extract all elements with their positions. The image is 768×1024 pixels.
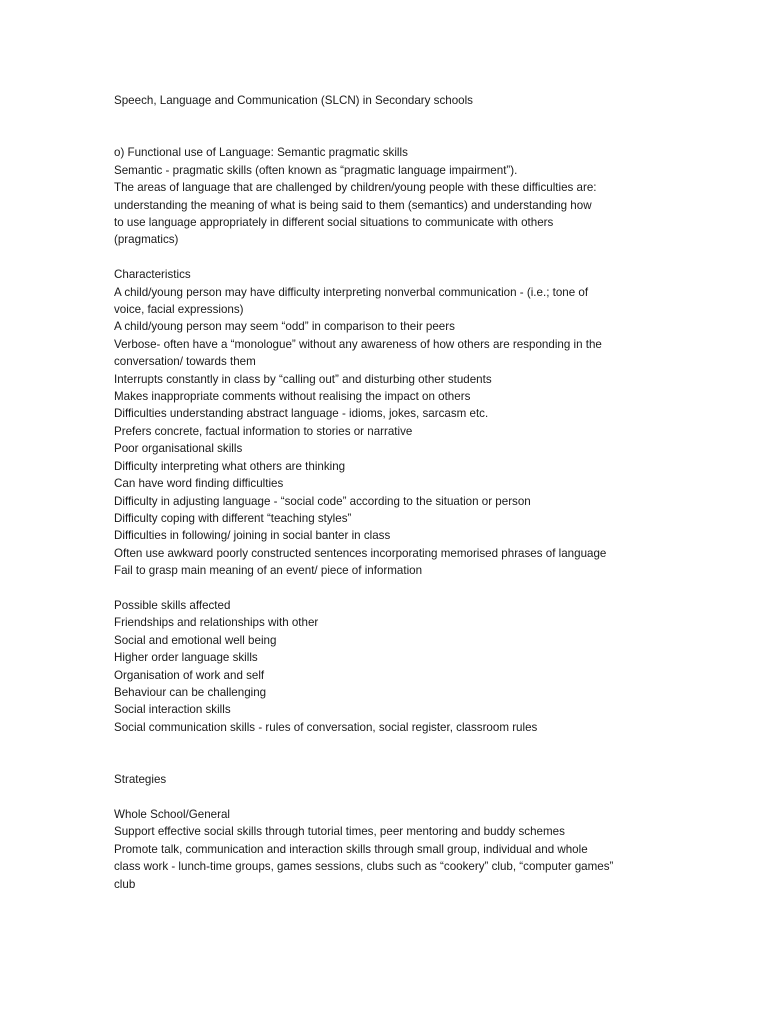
characteristic-line: Verbose- often have a “monologue” without any awareness of how others are responding in the (114, 337, 602, 351)
strategy-line: club (114, 877, 136, 891)
strategy-line: class work - lunch-time groups, games sessions, clubs such as “cookery” club, “computer games” (114, 860, 614, 874)
skill-line: Organisation of work and self (114, 668, 265, 682)
characteristic-line: Fail to grasp main meaning of an event/ piece of information (114, 564, 423, 578)
strategies-subheading: Whole School/General (114, 807, 230, 821)
skill-line: Higher order language skills (114, 651, 258, 665)
characteristics-heading: Characteristics (114, 268, 191, 282)
spacer (114, 249, 659, 266)
strategies-heading: Strategies (114, 773, 167, 787)
document-page (114, 92, 659, 893)
characteristic-line: Poor organisational skills (114, 442, 243, 456)
document-title: Speech, Language and Communication (SLCN) in Secondary schools (114, 94, 473, 107)
strategy-line: Promote talk, communication and interaction skills through small group, individual and whole (114, 842, 588, 856)
characteristic-line: Prefers concrete, factual information to stories or narrative (114, 424, 413, 438)
characteristic-line: conversation/ towards them (114, 355, 256, 369)
characteristic-line: Difficulties understanding abstract language - idioms, jokes, sarcasm etc. (114, 407, 489, 421)
characteristic-line: Makes inappropriate comments without realising the impact on others (114, 390, 471, 404)
skills-affected-heading: Possible skills affected (114, 598, 231, 612)
spacer (114, 109, 659, 144)
skill-line: Social and emotional well being (114, 633, 277, 647)
skill-line: Friendships and relationships with other (114, 616, 319, 630)
characteristic-line: Often use awkward poorly constructed sentences incorporating memorised phrases of language (114, 546, 607, 560)
characteristic-line: Can have word finding difficulties (114, 477, 284, 491)
spacer (114, 789, 659, 806)
skill-line: Behaviour can be challenging (114, 685, 267, 699)
intro-line: Semantic - pragmatic skills (often known as “pragmatic language impairment”). (114, 163, 518, 177)
skill-line: Social communication skills - rules of conversation, social register, classroom rules (114, 720, 538, 734)
characteristic-line: Difficulty in adjusting language - “social code” according to the situation or person (114, 494, 531, 508)
characteristic-line: A child/young person may have difficulty interpreting nonverbal communication - (i.e.; tone of (114, 285, 589, 299)
spacer (114, 736, 659, 771)
skill-line: Social interaction skills (114, 703, 231, 717)
intro-line: The areas of language that are challenged by children/young people with these difficulties are: (114, 181, 597, 195)
strategy-line: Support effective social skills through tutorial times, peer mentoring and buddy schemes (114, 825, 565, 839)
characteristic-line: Difficulty interpreting what others are thinking (114, 459, 346, 473)
characteristic-line: voice, facial expressions) (114, 303, 244, 317)
spacer (114, 580, 659, 597)
section-heading: o) Functional use of Language: Semantic pragmatic skills (114, 146, 408, 160)
characteristic-line: Difficulties in following/ joining in social banter in class (114, 529, 391, 543)
intro-line: understanding the meaning of what is being said to them (semantics) and understanding how (114, 198, 592, 212)
intro-line: to use language appropriately in different social situations to communicate with others (114, 216, 554, 230)
characteristic-line: Difficulty coping with different “teaching styles” (114, 511, 352, 525)
characteristic-line: Interrupts constantly in class by “calling out” and disturbing other students (114, 372, 492, 386)
characteristic-line: A child/young person may seem “odd” in comparison to their peers (114, 320, 455, 334)
intro-line: (pragmatics) (114, 233, 179, 247)
